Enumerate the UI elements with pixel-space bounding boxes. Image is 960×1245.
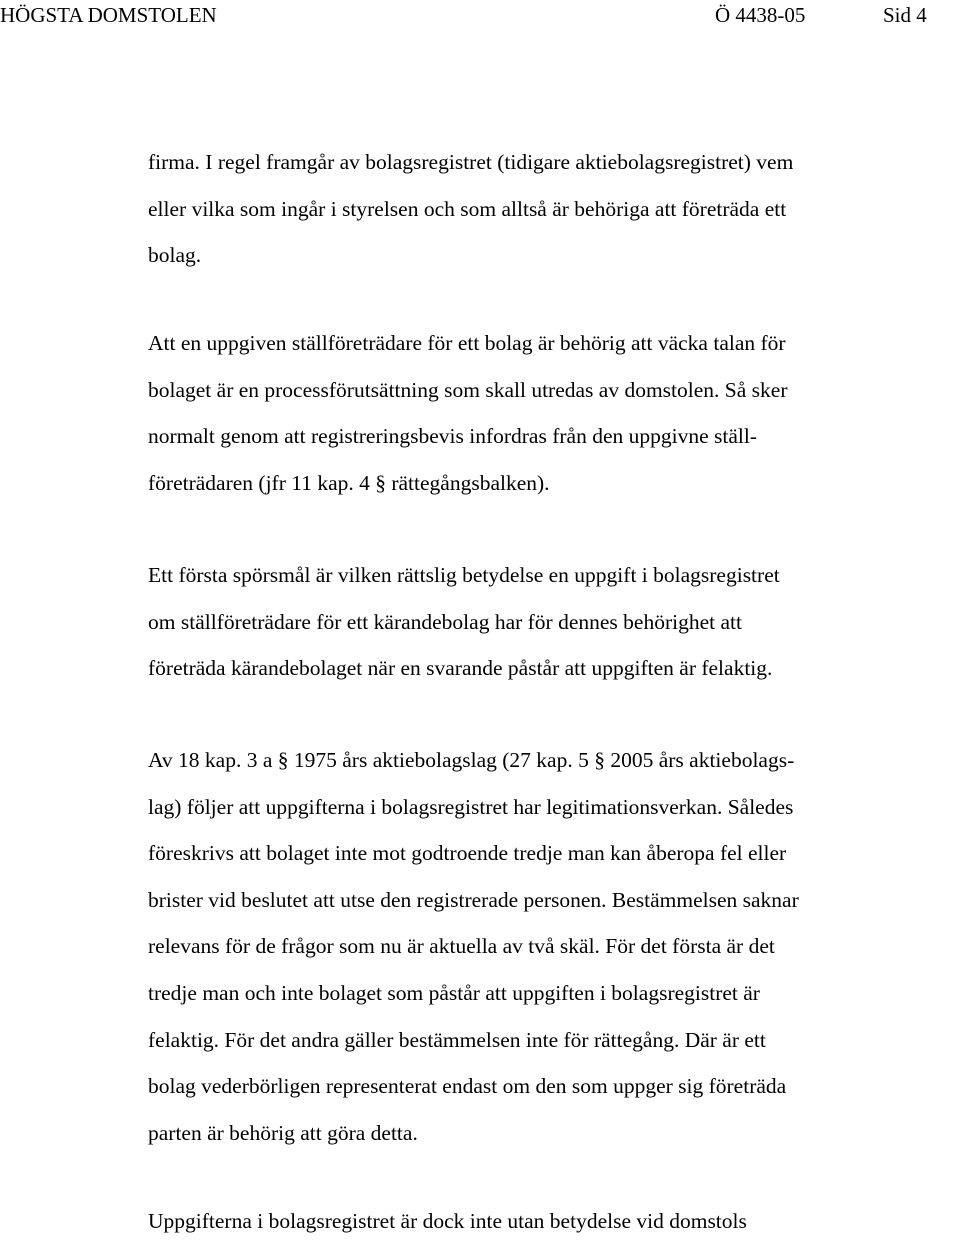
text-line: företrädaren (jfr 11 kap. 4 § rättegångsbalken). (148, 470, 550, 495)
page-header (0, 0, 960, 34)
text-line: parten är behörig att göra detta. (148, 1120, 418, 1145)
text-line: relevans för de frågor som nu är aktuella av två skäl. För det första är det (148, 934, 775, 959)
paragraph-2 (148, 320, 938, 506)
text-line: felaktig. För det andra gäller bestämmelsen inte för rättegång. Där är ett (148, 1027, 766, 1052)
text-line: Att en uppgiven ställföreträdare för ett bolag är behörig att väcka talan för (148, 331, 786, 355)
text-line: Ett första spörsmål är vilken rättslig betydelse en uppgift i bolagsregistret (148, 563, 780, 587)
text-line: firma. I regel framgår av bolagsregistret (tidigare aktiebolagsregistret) vem (148, 150, 794, 174)
text-line: lag) följer att uppgifterna i bolagsregistret har legitimationsverkan. Således (148, 794, 794, 819)
text-line: företräda kärandebolaget när en svarande påstår att uppgiften är felaktig. (148, 656, 773, 681)
text-line: föreskrivs att bolaget inte mot godtroende tredje man kan åberopa fel eller (148, 841, 787, 866)
text-line: om ställföreträdare för ett kärandebolag har för dennes behörighet att (148, 609, 742, 634)
court-name: HÖGSTA DOMSTOLEN (0, 3, 217, 27)
paragraph-5 (148, 1198, 938, 1245)
text-line: bolag. (148, 243, 202, 268)
text-line: Uppgifterna i bolagsregistret är dock inte utan betydelse vid domstols (148, 1209, 747, 1233)
text-line: Av 18 kap. 3 a § 1975 års aktiebolagslag (27 kap. 5 § 2005 års aktiebolags- (148, 748, 795, 772)
text-line: brister vid beslutet att utse den registrerade personen. Bestämmelsen saknar (148, 887, 799, 912)
text-line: normalt genom att registreringsbevis infordras från den uppgivne ställ- (148, 424, 758, 449)
text-line: bolaget är en processförutsättning som skall utredas av domstolen. Så sker (148, 377, 788, 402)
paragraph-3 (148, 552, 938, 692)
case-number: Ö 4438-05 (715, 3, 806, 27)
text-line: bolag vederbörligen representerat endast om den som uppger sig företräda (148, 1074, 787, 1099)
page-number: Sid 4 (883, 3, 927, 27)
text-line: eller vilka som ingår i styrelsen och som alltså är behöriga att företräda ett (148, 196, 787, 221)
text-line: tredje man och inte bolaget som påstår att uppgiften i bolagsregistret är (148, 980, 760, 1005)
paragraph-4 (148, 737, 938, 1156)
paragraph-1 (148, 139, 938, 279)
